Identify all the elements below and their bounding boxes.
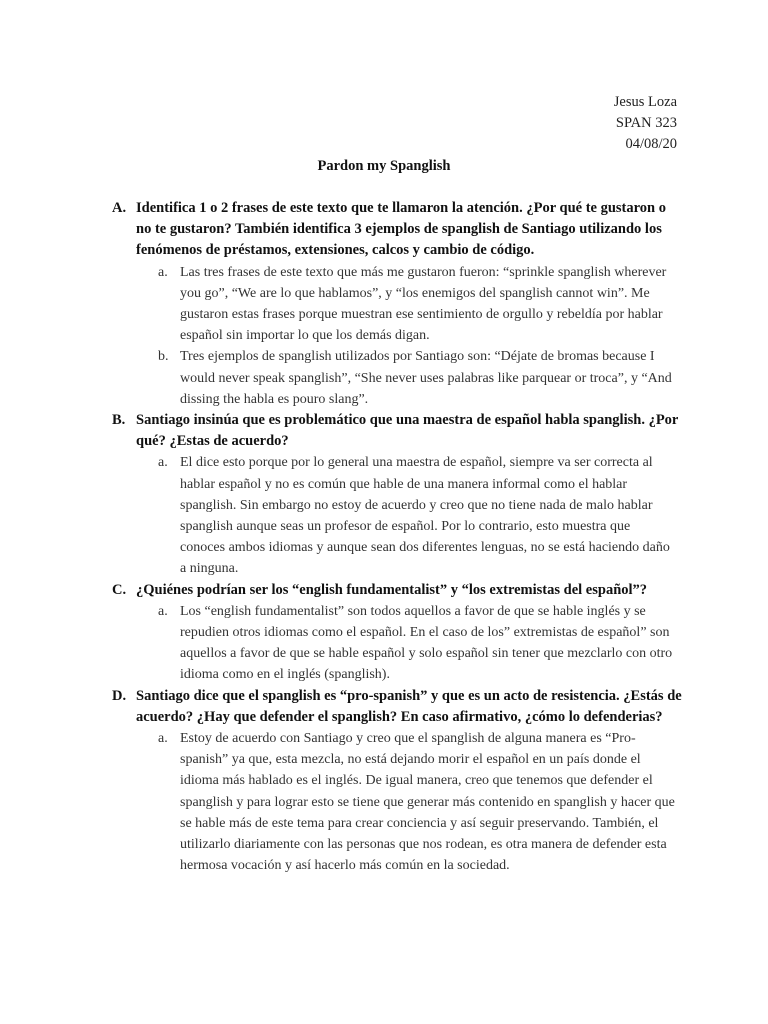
course-code: SPAN 323 bbox=[615, 115, 677, 131]
answer-list bbox=[112, 728, 682, 876]
answer-text: Los “english fundamentalist” son todos aquellos a favor de que se hable inglés y se repudien otros idiomas como el español. En el caso de los” extremistas de español” son aquellos a favor de que se hable español y solo español sin tener que mezclarlo con otro idioma como en el inglés (spanglish). bbox=[180, 603, 673, 683]
question-text: Identifica 1 o 2 frases de este texto que te llamaron la atención. ¿Por qué te gustaron o no te gustaron? También identifica 3 ejemplos de spanglish de Santiago utilizando los fenómenos de préstamos, extensiones, calcos y cambio de código. bbox=[136, 200, 667, 259]
answer-item bbox=[158, 601, 682, 686]
question-b bbox=[112, 410, 682, 452]
question-text: Santiago dice que el spanglish es “pro-spanish” y que es un acto de resistencia. ¿Estás de acuerdo? ¿Hay que defender el spanglish? En caso afirmativo, ¿cómo lo defenderias? bbox=[136, 687, 682, 725]
answer-text: El dice esto porque por lo general una maestra de español, siempre va ser correcta al hablar español y no es común que hable de una manera informal como el hablar spanglish. Sin embargo no estoy de acuerdo y creo que no tiene nada de malo hablar spanglish aunque seas un profesor de español. Por lo contrario, esto muestra que conoces ambos idiomas y aunque sean dos diferentes lenguas, no se está haciendo daño a ninguna. bbox=[180, 455, 670, 577]
answer-marker: a. bbox=[158, 603, 168, 619]
question-list bbox=[112, 198, 682, 877]
answer-list bbox=[112, 452, 682, 579]
answer-text: Estoy de acuerdo con Santiago y creo que el spanglish de alguna manera es “Pro-spanish” ya que, esta mezcla, no está dejando morir el español en un país donde el idioma más hablado es el inglés. De igual manera, creo que tenemos que defender el spanglish y para lograr esto se tiene que generar más contenido en spanglish y hacer que se hable más de este tema para crear conciencia y así seguir preservando. También, el utilizarlo diariamente con las personas que nos rodean, es otra manera de defender esta hermosa vocación y así hacerlo más común en la sociedad. bbox=[180, 731, 675, 874]
answer-item bbox=[158, 728, 682, 876]
question-a bbox=[112, 198, 682, 262]
answer-marker: a. bbox=[158, 455, 168, 471]
question-marker: A. bbox=[112, 200, 127, 216]
answer-text: Las tres frases de este texto que más me gustaron fueron: “sprinkle spanglish wherever you go”, “We are lo que hablamos”, y “los enemigos del spanglish cannot win”. Me gustaron estas frases porque muestran ese sentimiento de orgullo y rebeldía por hablar español sin importar lo que los demás digan. bbox=[180, 264, 667, 344]
answer-item bbox=[158, 346, 682, 410]
answer-text: Tres ejemplos de spanglish utilizados por Santiago son: “Déjate de bromas because I would never speak spanglish”, “She never uses palabras like parquear or troca”, y “And dissing the habla es pouro slang”. bbox=[180, 349, 672, 407]
answer-list bbox=[112, 601, 682, 686]
question-d bbox=[112, 686, 682, 728]
document-date: 04/08/20 bbox=[625, 136, 677, 152]
author-header bbox=[614, 92, 677, 155]
answer-item bbox=[158, 262, 682, 347]
page-title: Pardon my Spanglish bbox=[317, 158, 451, 174]
answer-item bbox=[158, 452, 682, 579]
question-marker: C. bbox=[112, 581, 127, 598]
question-marker: D. bbox=[112, 687, 127, 704]
author-name: Jesus Loza bbox=[613, 94, 677, 110]
answer-list bbox=[112, 262, 682, 410]
answer-marker: a. bbox=[158, 264, 168, 280]
answer-marker: a. bbox=[158, 731, 168, 747]
question-marker: B. bbox=[112, 412, 126, 429]
answer-marker: b. bbox=[158, 349, 169, 365]
question-text: Santiago insinúa que es problemático que una maestra de español habla spanglish. ¿Por qué? ¿Estas de acuerdo? bbox=[136, 412, 679, 450]
question-c bbox=[112, 580, 682, 601]
question-text: ¿Quiénes podrían ser los “english fundamentalist” y “los extremistas del español”? bbox=[136, 581, 648, 598]
